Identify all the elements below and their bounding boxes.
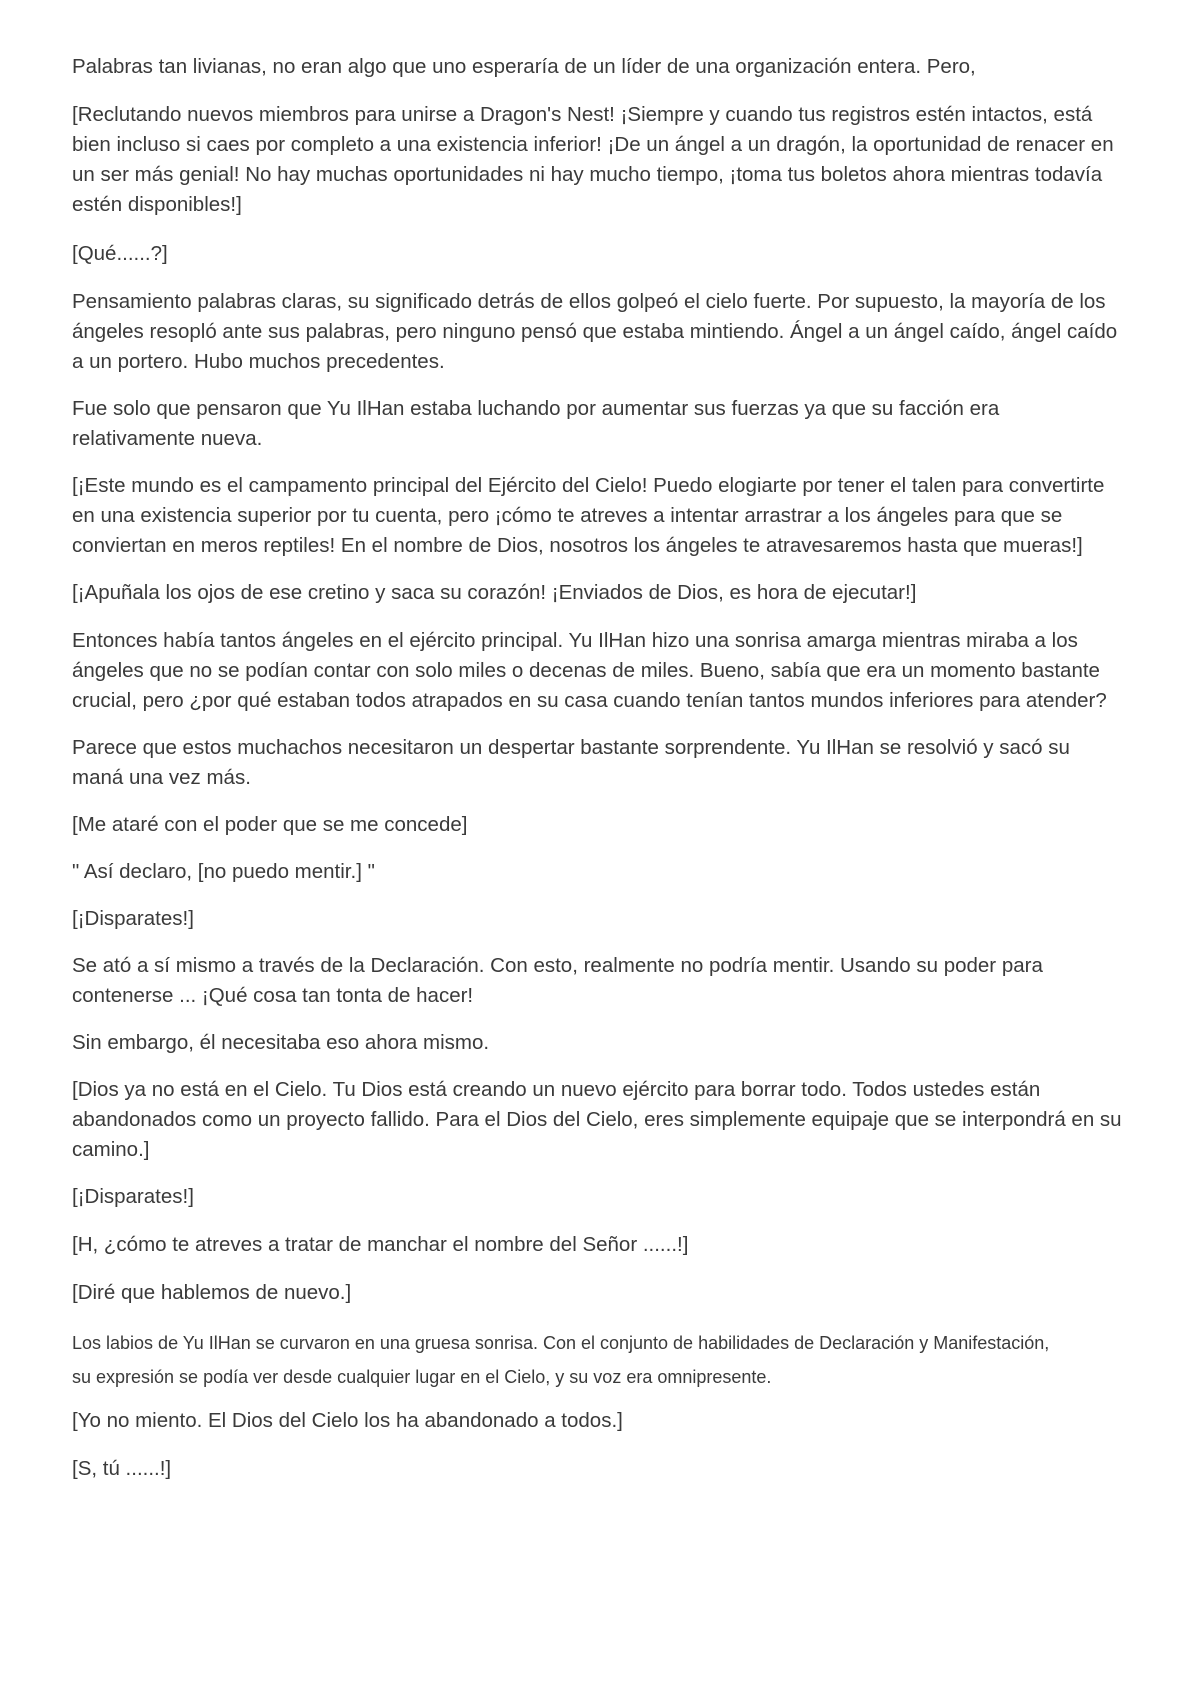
paragraph: [Diré que hablemos de nuevo.] (72, 1281, 352, 1304)
paragraph: [Dios ya no está en el Cielo. Tu Dios está creando un nuevo ejército para borrar todo. Todos ustedes están abandonados como un proyecto fallido. Para el Dios del Cielo, eres simplemente equipaje que se interpondrá en su camino.] (72, 1078, 1122, 1161)
paragraph: Fue solo que pensaron que Yu IlHan estaba luchando por aumentar sus fuerzas ya que su facción era relativamente nueva. (72, 397, 1000, 450)
paragraph: Los labios de Yu IlHan se curvaron en una gruesa sonrisa. Con el conjunto de habilidades de Declaración y Manifestación, su expresión se podía ver desde cualquier lugar en el Cielo, y su voz era omnipresente. (72, 1333, 1050, 1387)
paragraph: [¡Disparates!] (72, 1185, 194, 1208)
paragraph: [¡Este mundo es el campamento principal del Ejército del Cielo! Puedo elogiarte por tener el talen para convertirte en una existencia superior por tu cuenta, pero ¡cómo te atreves a intentar arrastrar a los ángeles para que se conviertan en meros reptiles! En el nombre de Dios, nosotros los ángeles te atravesaremos hasta que mueras!] (72, 474, 1105, 557)
body-text (72, 52, 1128, 1484)
paragraph: Entonces había tantos ángeles en el ejército principal. Yu IlHan hizo una sonrisa amarga mientras miraba a los ángeles que no se podían contar con solo miles o decenas de miles. Bueno, sabía que era un momento bastante crucial, pero ¿por qué estaban todos atrapados en su casa cuando tenían tantos mundos inferiores para atender? (72, 629, 1107, 712)
paragraph: " Así declaro, [no puedo mentir.] " (72, 860, 375, 883)
paragraph: [S, tú ......!] (72, 1457, 172, 1480)
paragraph: [Yo no miento. El Dios del Cielo los ha abandonado a todos.] (72, 1409, 623, 1432)
paragraph: Sin embargo, él necesitaba eso ahora mismo. (72, 1031, 490, 1054)
paragraph: [¡Apuñala los ojos de ese cretino y saca su corazón! ¡Enviados de Dios, es hora de ejecutar!] (72, 581, 917, 604)
paragraph: Pensamiento palabras claras, su significado detrás de ellos golpeó el cielo fuerte. Por supuesto, la mayoría de los ángeles resopló ante sus palabras, pero ninguno pensó que estaba mintiendo. Ángel a un ángel caído, ángel caído a un portero. Hubo muchos precedentes. (72, 290, 1118, 373)
paragraph: [Me ataré con el poder que se me concede] (72, 813, 468, 836)
paragraph: Parece que estos muchachos necesitaron un despertar bastante sorprendente. Yu IlHan se resolvió y sacó su maná una vez más. (72, 736, 1070, 789)
paragraph: [Qué......?] (72, 242, 168, 265)
paragraph: [¡Disparates!] (72, 907, 194, 930)
paragraph: Se ató a sí mismo a través de la Declaración. Con esto, realmente no podría mentir. Usando su poder para contenerse ... ¡Qué cosa tan tonta de hacer! (72, 954, 1043, 1007)
paragraph: [Reclutando nuevos miembros para unirse a Dragon's Nest! ¡Siempre y cuando tus registros estén intactos, está bien incluso si caes por completo a una existencia inferior! ¡De un ángel a un dragón, la oportunidad de renacer en un ser más genial! No hay muchas oportunidades ni hay mucho tiempo, ¡toma tus boletos ahora mientras todavía estén disponibles!] (72, 103, 1114, 216)
paragraph: [H, ¿cómo te atreves a tratar de manchar el nombre del Señor ......!] (72, 1233, 689, 1256)
paragraph: Palabras tan livianas, no eran algo que uno esperaría de un líder de una organización entera. Pero, (72, 55, 976, 78)
